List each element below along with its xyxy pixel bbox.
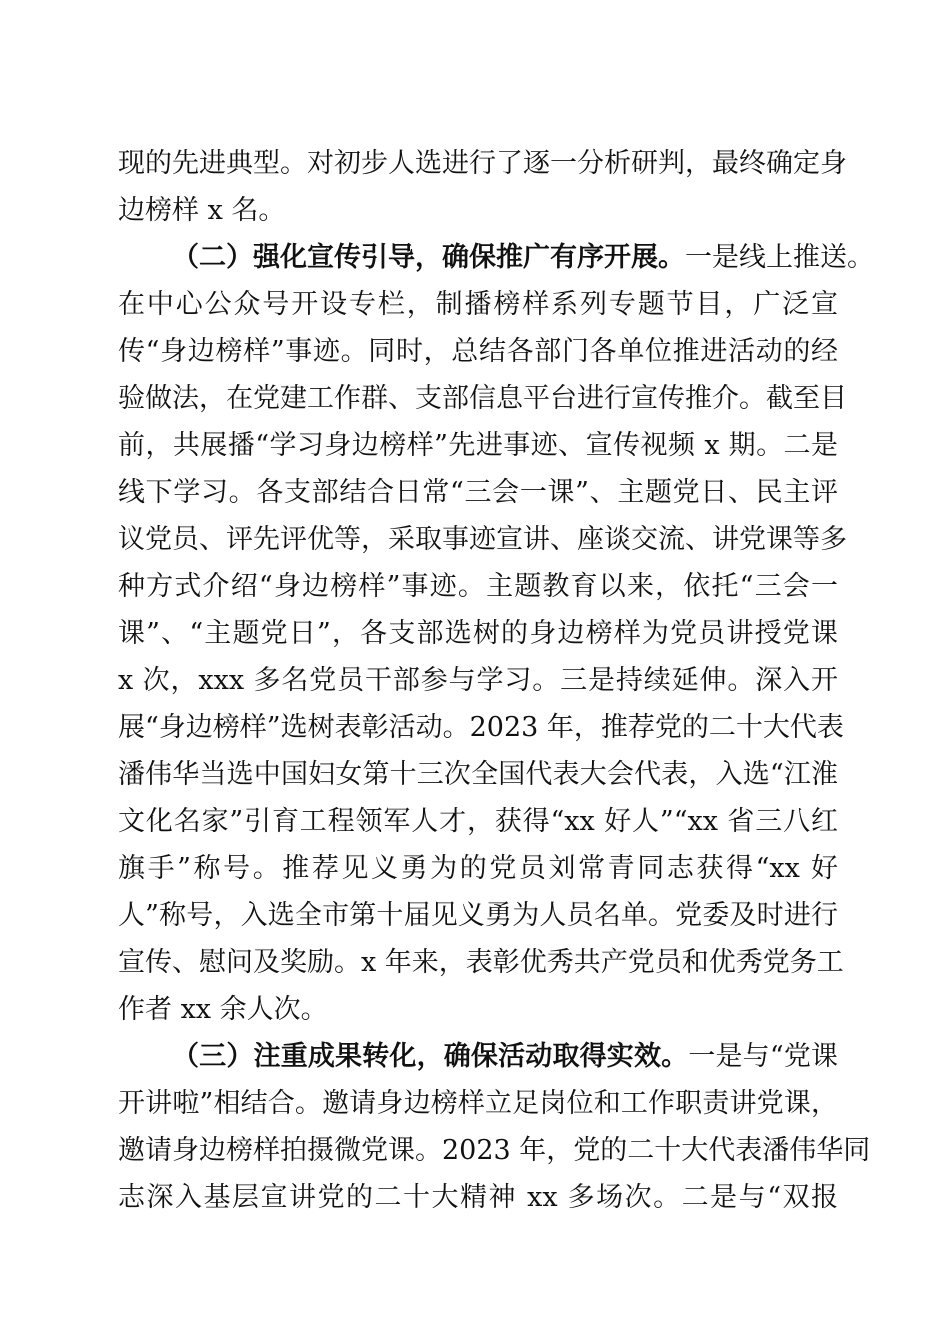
text-line: 志深入基层宣讲党的二十大精神 xx 多场次。二是与“双报 <box>118 1182 838 1213</box>
text-line: 邀请身边榜样拍摄微党课。2023 年，党的二十大代表潘伟华同 <box>118 1135 871 1166</box>
text-line: 潘伟华当选中国妇女第十三次全国代表大会代表，入选“江淮 <box>118 759 838 790</box>
text-line: 现的先进典型。对初步人选进行了逐一分析研判，最终确定身 <box>118 148 847 179</box>
text-line: 宣传、慰问及奖励。x 年来，表彰优秀共产党员和优秀党务工 <box>118 947 844 978</box>
text-line: 验做法，在党建工作群、支部信息平台进行宣传推介。截至目 <box>118 383 847 414</box>
section-heading: （二）强化宣传引导，确保推广有序开展。 <box>172 242 685 273</box>
text-line: 前，共展播“学习身边榜样”先进事迹、宣传视频 x 期。二是 <box>118 430 838 461</box>
text-line: 人”称号，入选全市第十届见义勇为人员名单。党委及时进行 <box>118 900 838 931</box>
text-line: 旗手”称号。推荐见义勇为的党员刘常青同志获得“xx 好 <box>118 853 838 884</box>
text-line: 种方式介绍“身边榜样”事迹。主题教育以来，依托“三会一 <box>118 571 838 602</box>
heading-line-rest: 一是与“党课 <box>688 1041 839 1072</box>
text-line: 课”、“主题党日”，各支部选树的身边榜样为党员讲授党课 <box>118 618 838 649</box>
text-line: 线下学习。各支部结合日常“三会一课”、主题党日、民主评 <box>118 477 838 508</box>
text-line: x 次，xxx 多名党员干部参与学习。三是持续延伸。深入开 <box>118 665 838 696</box>
text-line: 开讲啦”相结合。邀请身边榜样立足岗位和工作职责讲党课， <box>118 1088 838 1119</box>
heading-line-rest: 一是线上推送。 <box>685 242 874 273</box>
section-heading: （三）注重成果转化，确保活动取得实效。 <box>172 1041 689 1072</box>
paragraph-first-line <box>118 234 874 281</box>
document-body <box>118 140 874 1221</box>
text-line: 文化名家”引育工程领军人才，获得“xx 好人”“xx 省三八红 <box>118 806 838 837</box>
paragraph-first-line <box>118 1033 838 1080</box>
text-line: 展“身边榜样”选树表彰活动。2023 年，推荐党的二十大代表 <box>118 712 844 743</box>
text-line: 传“身边榜样”事迹。同时，总结各部门各单位推进活动的经 <box>118 336 838 367</box>
text-line: 边榜样 x 名。 <box>118 195 286 226</box>
text-line: 在中心公众号开设专栏，制播榜样系列专题节目，广泛宣 <box>118 289 838 320</box>
text-line: 作者 xx 余人次。 <box>118 994 328 1025</box>
text-line: 议党员、评先评优等，采取事迹宣讲、座谈交流、讲党课等多 <box>118 524 847 555</box>
